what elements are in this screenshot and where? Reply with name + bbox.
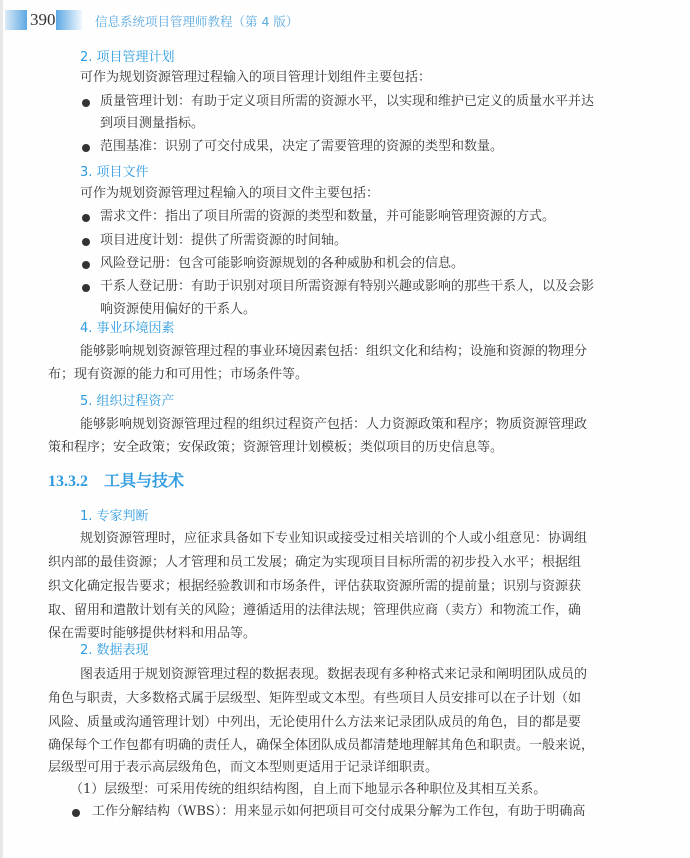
section-heading-project-plan: 2. 项目管理计划 xyxy=(80,50,175,65)
bullet-icon xyxy=(82,261,90,269)
page-edge xyxy=(0,0,3,858)
list-item: 风险登记册：包含可能影响资源规划的各种威胁和机会的信息。 xyxy=(100,256,465,271)
section-heading-project-docs: 3. 项目文件 xyxy=(80,165,149,180)
paragraph-line: 确保每个工作包都有明确的责任人，确保全体团队成员都清楚地理解其角色和职责。一般来说， xyxy=(48,738,595,753)
list-item: 质量管理计划：有助于定义项目所需的资源水平，以实现和维护已定义的质量水平并达 xyxy=(100,94,595,109)
paragraph-line: 布；现有资源的能力和可用性；市场条件等。 xyxy=(48,367,309,382)
paragraph-line: 风险、质量或沟通管理计划）中列出，无论使用什么方法来记录团队成员的角色，目的都是要 xyxy=(48,715,582,730)
paragraph-line: 规划资源管理时，应征求具备如下专业知识或接受过相关培训的个人或小组意见：协调组 xyxy=(80,531,588,546)
subsection-heading-tools: 13.3.2 工具与技术 xyxy=(48,473,185,490)
paragraph: 可作为规划资源管理过程输入的项目文件主要包括： xyxy=(80,186,380,201)
section-heading-expert-judgment: 1. 专家判断 xyxy=(80,509,149,524)
paragraph-line: 策和程序；安全政策；安保政策；资源管理计划模板；类似项目的历史信息等。 xyxy=(48,440,504,455)
bullet-icon xyxy=(82,284,90,292)
list-item: 需求文件：指出了项目所需的资源的类型和数量，并可能影响管理资源的方式。 xyxy=(100,209,556,224)
list-item: 干系人登记册：有助于识别对项目所需资源有特别兴趣或影响的那些干系人，以及会影 xyxy=(100,279,595,294)
paragraph-line: 层级型可用于表示高层级角色，而文本型则更适用于记录详细职责。 xyxy=(48,760,439,775)
paragraph-line: 角色与职责，大多数格式属于层级型、矩阵型或文本型。有些项目人员安排可以在子计划（如 xyxy=(48,691,582,706)
header-decor-bar-left xyxy=(5,10,27,30)
bullet-icon xyxy=(82,214,90,222)
section-heading-opa: 5. 组织过程资产 xyxy=(80,394,175,409)
section-heading-eef: 4. 事业环境因素 xyxy=(80,321,175,336)
bullet-icon xyxy=(82,144,90,152)
section-heading-data-representation: 2. 数据表现 xyxy=(80,643,149,658)
list-item: 范围基准：识别了可交付成果，决定了需要管理的资源的类型和数量。 xyxy=(100,139,504,154)
page-header xyxy=(0,8,690,32)
paragraph: 可作为规划资源管理过程输入的项目管理计划组件主要包括： xyxy=(80,70,432,85)
bullet-icon xyxy=(72,809,80,817)
book-title: 信息系统项目管理师教程（第 4 版） xyxy=(95,14,299,29)
list-item: 工作分解结构（WBS）：用来显示如何把项目可交付成果分解为工作包，有助于明确高 xyxy=(92,804,586,819)
paragraph-line: 能够影响规划资源管理过程的事业环境因素包括：组织文化和结构；设施和资源的物理分 xyxy=(80,344,588,359)
list-item-cont: 响资源使用偏好的干系人。 xyxy=(100,302,257,317)
list-item-cont: 到项目测量指标。 xyxy=(100,116,205,131)
paragraph-line: 能够影响规划资源管理过程的组织过程资产包括：人力资源政策和程序；物质资源管理政 xyxy=(80,417,588,432)
list-item: 项目进度计划：提供了所需资源的时间轴。 xyxy=(100,233,348,248)
bullet-icon xyxy=(82,99,90,107)
header-decor-bar-right xyxy=(56,10,82,30)
paragraph-line: 织内部的最佳资源；人才管理和员工发展；确定为实现项目目标所需的初步投入水平；根据组 xyxy=(48,555,582,570)
paragraph-line: 取、留用和遣散计划有关的风险；遵循适用的法律法规；管理供应商（卖方）和物流工作，确 xyxy=(48,603,582,618)
page-number: 390 xyxy=(30,10,56,29)
paragraph-line: 织文化确定报告要求；根据经验教训和市场条件，评估获取资源所需的提前量；识别与资源获 xyxy=(48,579,582,594)
sub-item-hierarchical: （1）层级型：可采用传统的组织结构图，自上而下地显示各种职位及其相互关系。 xyxy=(70,782,547,797)
paragraph-line: 保在需要时能够提供材料和用品等。 xyxy=(48,626,257,641)
paragraph-line: 图表适用于规划资源管理过程的数据表现。数据表现有多种格式来记录和阐明团队成员的 xyxy=(80,667,588,682)
bullet-icon xyxy=(82,238,90,246)
